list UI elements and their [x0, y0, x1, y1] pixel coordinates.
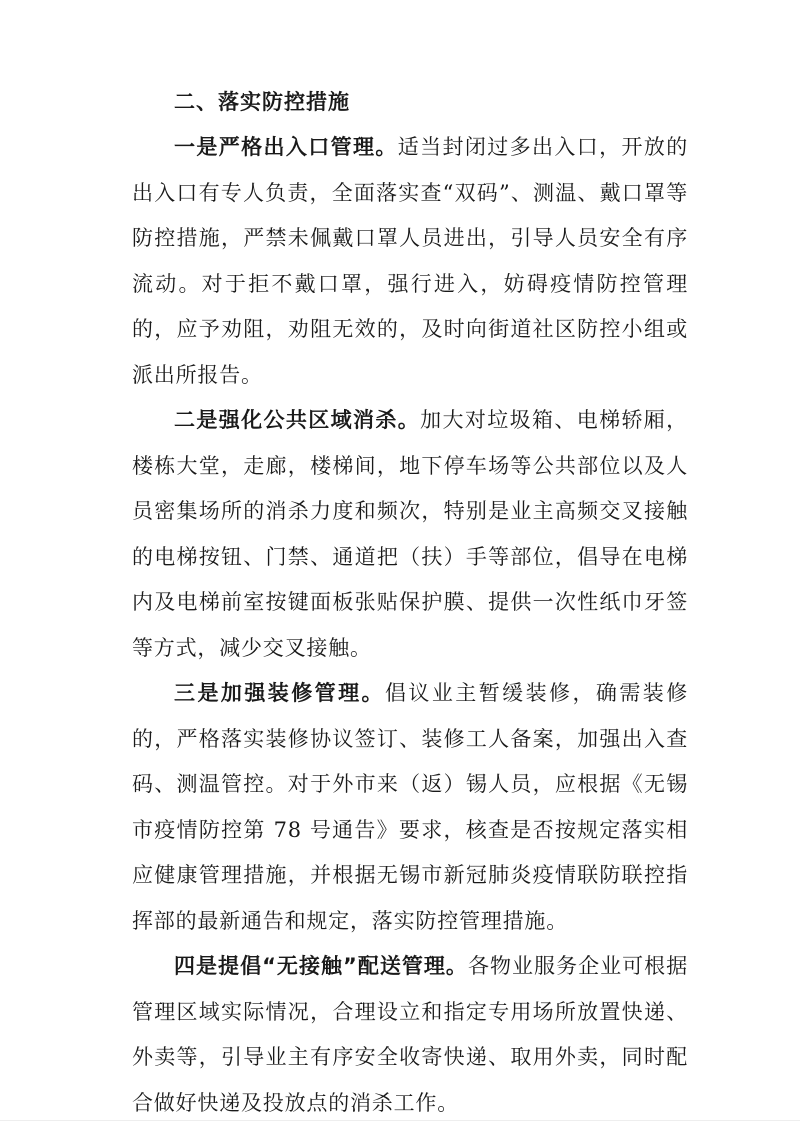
section-heading: 二、落实防控措施 — [174, 90, 350, 114]
paragraph-renovation-management — [132, 671, 688, 944]
paragraph-text: 适当封闭过多出入口，开放的出入口有专人负责，全面落实查“双码”、测温、戴口罩等防控措施，严禁未佩戴口罩人员进出，引导人员安全有序流动。对于拒不戴口罩，强行进入，妨碍疫情防控管理的，应予劝阻，劝阻无效的，及时向街道社区防控小组或派出所报告。 — [132, 135, 689, 387]
paragraph-lead: 二是强化公共区域消杀。 — [174, 408, 421, 432]
paragraph-text: 倡议业主暂缓装修，确需装修的，严格落实装修协议签订、装修工人备案，加强出入查码、测温管控。对于外市来（返）锡人员，应根据《无锡市疫情防控第 78 号通告》要求，核查是否按规定落实相应健康管理措施，并根据无锡市新冠肺炎疫情联防联控指挥部的最新通告和规定，落实防控管理措施。 — [132, 681, 689, 933]
paragraph-contactless-delivery — [132, 944, 688, 1126]
paragraph-text: 加大对垃圾箱、电梯轿厢，楼栋大堂，走廊，楼梯间，地下停车场等公共部位以及人员密集场所的消杀力度和频次，特别是业主高频交叉接触的电梯按钮、门禁、通道把（扶）手等部位，倡导在电梯内及电梯前室按键面板张贴保护膜、提供一次性纸巾牙签等方式，减少交叉接触。 — [132, 408, 688, 660]
paragraph-lead: 四是提倡“无接触”配送管理。 — [174, 954, 468, 978]
document-body — [132, 80, 688, 1126]
page-bottom-edge — [0, 1120, 800, 1121]
paragraph-public-disinfection — [132, 398, 688, 671]
paragraph-entrance-management — [132, 125, 688, 398]
paragraph-lead: 三是加强装修管理。 — [174, 681, 385, 705]
paragraph-text: 各物业服务企业可根据管理区域实际情况，合理设立和指定专用场所放置快递、外卖等，引导业主有序安全收寄快递、取用外卖，同时配合做好快递及投放点的消杀工作。 — [132, 954, 688, 1115]
paragraph-lead: 一是严格出入口管理。 — [174, 135, 398, 159]
